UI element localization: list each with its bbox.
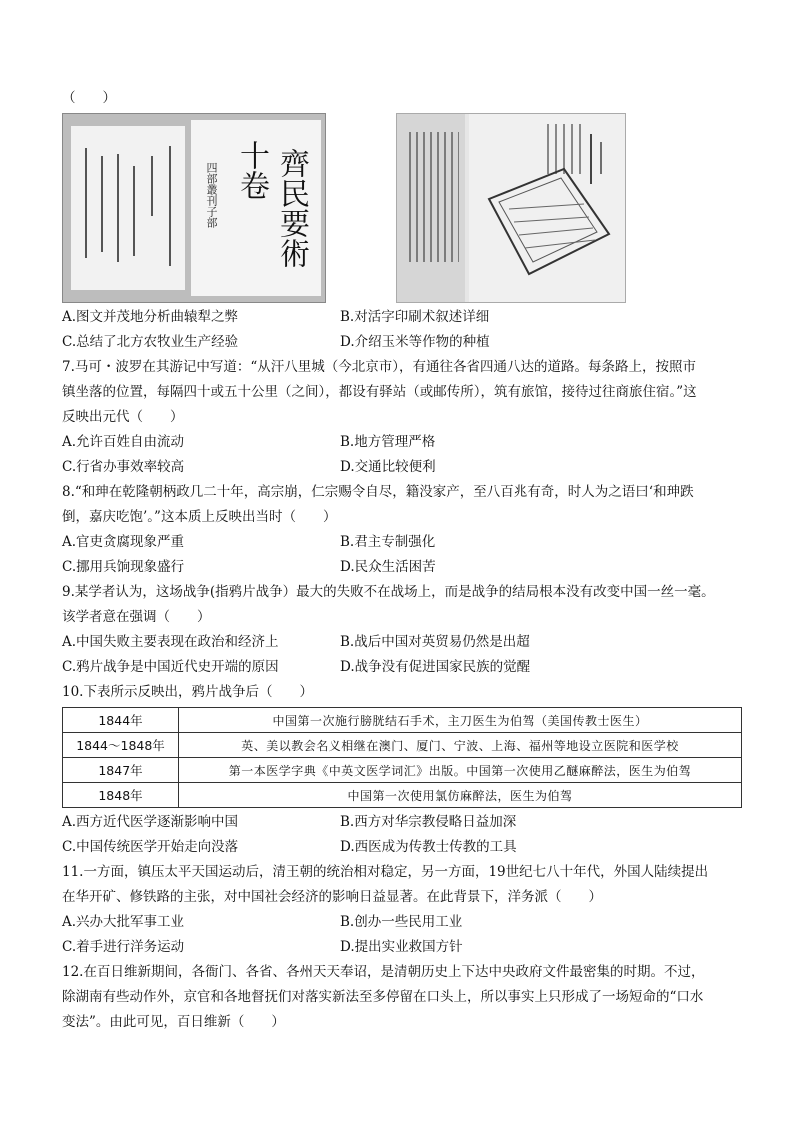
q10-options-row1 — [62, 810, 742, 835]
q10-table — [62, 707, 742, 808]
q9-option-d[interactable]: D.战争没有促进国家民族的觉醒 — [340, 659, 531, 675]
q9-options-row2 — [62, 655, 742, 680]
q6-options-row1 — [62, 305, 742, 330]
q11-option-a[interactable]: A.兴办大批军事工业 — [62, 914, 185, 930]
table-row — [63, 733, 742, 758]
q11-options-row2 — [62, 935, 742, 960]
q7-options-row1 — [62, 430, 742, 455]
q11-options-row1 — [62, 910, 742, 935]
q10-option-b[interactable]: B.西方对华宗教侵略日益加深 — [340, 814, 517, 830]
q9-option-c[interactable]: C.鸦片战争是中国近代史开端的原因 — [62, 659, 279, 675]
q9-option-a[interactable]: A.中国失败主要表现在政治和经济上 — [62, 634, 279, 650]
table-cell-event: 中国第一次使用氯仿麻醉法，医生为伯驾 — [179, 783, 742, 808]
q9-option-b[interactable]: B.战后中国对英贸易仍然是出超 — [340, 634, 530, 650]
table-cell-event: 中国第一次施行膀胱结石手术，主刀医生为伯驾（美国传教士医生） — [179, 708, 742, 733]
illustration-text-page — [397, 114, 465, 302]
table-row — [63, 783, 742, 808]
q10-option-c[interactable]: C.中国传统医学开始走向没落 — [62, 839, 239, 855]
q6-option-d[interactable]: D.介绍玉米等作物的种植 — [340, 334, 490, 350]
q10-line1: 10.下表所示反映出，鸦片战争后（ ） — [62, 684, 313, 700]
table-cell-year: 1844年 — [63, 708, 179, 733]
q6-options-row2 — [62, 330, 742, 355]
q12-line3: 变法”。由此可见，百日维新（ ） — [62, 1014, 285, 1030]
q11-line1: 11.一方面，镇压太平天国运动后，清王朝的统治相对稳定，另一方面，19世纪七八十年代，外国人陆续提出 — [62, 864, 709, 880]
table-cell-year: 1844～1848年 — [63, 733, 179, 758]
q9-options-row1 — [62, 630, 742, 655]
q8-options-row1 — [62, 530, 742, 555]
book-title-main: 齊民要術 — [274, 148, 309, 268]
illustration-drawing-page — [469, 114, 625, 302]
q7-option-d[interactable]: D.交通比较便利 — [340, 459, 436, 475]
book-cover-photo — [62, 113, 326, 303]
q8-line2: 倒，嘉庆吃饱’。”这本质上反映出当时（ ） — [62, 509, 337, 525]
farming-illustration-photo — [396, 113, 626, 303]
q8-option-a[interactable]: A.官吏贪腐现象严重 — [62, 534, 185, 550]
table-cell-year: 1847年 — [63, 758, 179, 783]
q6-option-b[interactable]: B.对活字印刷术叙述详细 — [340, 309, 490, 325]
field-diagram-icon — [469, 114, 625, 302]
q7-line2: 镇坐落的位置，每隔四十或五十公里（之间），都设有驿站（或邮传所），筑有旅馆，接待过往商旅住宿。”这 — [62, 384, 697, 400]
table-cell-event: 英、美以教会名义相继在澳门、厦门、宁波、上海、福州等地设立医院和医学校 — [179, 733, 742, 758]
q11-option-c[interactable]: C.着手进行洋务运动 — [62, 939, 185, 955]
q6-stem: （ ） — [62, 90, 116, 106]
q9-line1: 9.某学者认为，这场战争(指鸦片战争）最大的失败不在战场上，而是战争的结局根本没有改变中国一丝一毫。 — [62, 584, 715, 600]
q12-line2: 除湖南有些动作外，京官和各地督抚们对落实新法至多停留在口头上，所以事实上只形成了一场短命的“口水 — [62, 989, 704, 1005]
q6-option-c[interactable]: C.总结了北方农牧业生产经验 — [62, 334, 239, 350]
q10-option-a[interactable]: A.西方近代医学逐渐影响中国 — [62, 814, 239, 830]
q7-options-row2 — [62, 455, 742, 480]
q7-option-a[interactable]: A.允许百姓自由流动 — [62, 434, 185, 450]
q11-line2: 在华开矿、修铁路的主张，对中国社会经济的影响日益显著。在此背景下，洋务派（ ） — [62, 889, 602, 905]
q6-images — [62, 113, 742, 301]
q7-line1: 7.马可・波罗在其游记中写道：“从汗八里城（今北京市），有通往各省四通八达的道路。每条路上，按照市 — [62, 359, 697, 375]
exam-page — [62, 86, 742, 1035]
q7-option-b[interactable]: B.地方管理严格 — [340, 434, 436, 450]
table-cell-year: 1848年 — [63, 783, 179, 808]
q8-options-row2 — [62, 555, 742, 580]
q11-option-d[interactable]: D.提出实业救国方针 — [340, 939, 463, 955]
q6-option-a[interactable]: A.图文并茂地分析曲辕犁之弊 — [62, 309, 239, 325]
q8-option-d[interactable]: D.民众生活困苦 — [340, 559, 436, 575]
q10-options-row2 — [62, 835, 742, 860]
q8-option-b[interactable]: B.君主专制强化 — [340, 534, 436, 550]
table-cell-event: 第一本医学字典《中英文医学词汇》出版。中国第一次使用乙醚麻醉法，医生为伯驾 — [179, 758, 742, 783]
book-cover-subtitle: 四部叢刊子部 — [205, 162, 218, 228]
q7-option-c[interactable]: C.行省办事效率较高 — [62, 459, 185, 475]
q7-line3: 反映出元代（ ） — [62, 409, 184, 425]
q8-line1: 8.“和珅在乾隆朝柄政几二十年，高宗崩，仁宗赐令自尽，籍没家产，至八百兆有奇，时人为之语曰‘和珅跌 — [62, 484, 694, 500]
table-row — [63, 708, 742, 733]
q9-line2: 该学者意在强调（ ） — [62, 609, 211, 625]
q10-option-d[interactable]: D.西医成为传教士传教的工具 — [340, 839, 517, 855]
book-page-left — [71, 126, 185, 290]
table-row — [63, 758, 742, 783]
book-title-volumes: 十卷 — [234, 140, 269, 200]
q11-option-b[interactable]: B.创办一些民用工业 — [340, 914, 463, 930]
q12-line1: 12.在百日维新期间，各衙门、各省、各州天天奉诏，是清朝历史上下达中央政府文件最密集的时期。不过， — [62, 964, 705, 980]
q8-option-c[interactable]: C.挪用兵饷现象盛行 — [62, 559, 185, 575]
